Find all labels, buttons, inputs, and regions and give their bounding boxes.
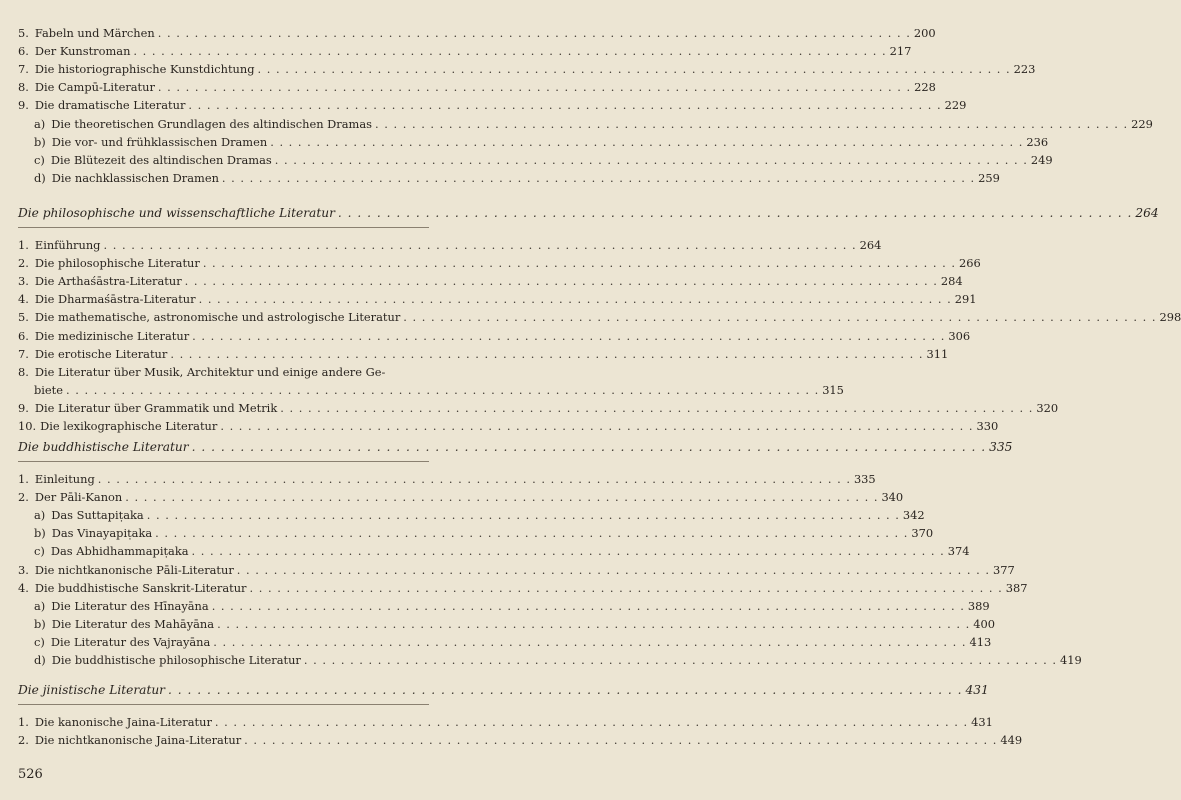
entry-page: 413	[969, 634, 992, 649]
dot-leader	[257, 61, 1010, 77]
dot-leader	[403, 309, 1156, 325]
entry-number: 9.	[18, 400, 29, 415]
dot-leader	[270, 134, 1023, 150]
entry-page: 249	[1030, 152, 1053, 167]
dot-leader	[66, 382, 819, 398]
section-heading	[18, 439, 1013, 455]
entry-page: 340	[881, 490, 904, 505]
entry-title: Die Dharmaśāstra-Literatur	[34, 292, 196, 307]
section-divider	[18, 461, 429, 462]
entry-title: Die kanonische Jaina-Literatur	[34, 715, 212, 729]
toc-entry	[18, 328, 971, 344]
toc-entry	[18, 97, 967, 113]
dot-leader	[217, 616, 970, 632]
dot-leader	[212, 598, 965, 614]
toc-subentry	[34, 525, 934, 541]
dot-leader	[158, 79, 911, 95]
entry-title: Die Literatur des Hīnayāna	[51, 598, 209, 613]
entry-number: b)	[34, 134, 46, 149]
entry-title: Die Campū-Literatur	[34, 80, 155, 95]
entry-title: Die Arthaśāstra-Literatur	[34, 274, 182, 289]
toc-subentry	[34, 634, 992, 650]
entry-page: 228	[914, 80, 936, 95]
entry-title: Die theoretischen Grundlagen des altindischen Dramas	[51, 116, 372, 131]
entry-number: 1.	[18, 715, 29, 729]
entry-page: 264	[859, 238, 882, 252]
toc-entry	[18, 364, 429, 380]
entry-number: a)	[34, 598, 46, 613]
toc-subentry	[34, 152, 1053, 168]
toc-subentry	[34, 652, 1082, 668]
entry-number: 6.	[18, 328, 29, 343]
entry-title: Die nachklassischen Dramen	[51, 170, 219, 185]
section-heading	[18, 682, 989, 698]
dot-leader	[213, 634, 966, 650]
entry-title: Der Kunstroman	[34, 44, 131, 59]
entry-number: 2.	[18, 490, 29, 505]
toc-entry	[18, 61, 1036, 77]
entry-number: 3.	[18, 562, 29, 577]
entry-title: Der Pāli-Kanon	[34, 490, 123, 505]
toc-subentry	[34, 134, 1049, 150]
entry-page: 400	[973, 616, 995, 631]
entry-number: c)	[34, 544, 45, 559]
toc-entry	[18, 25, 936, 41]
section-heading-page: 264	[1135, 206, 1159, 220]
section-heading-page: 431	[965, 683, 989, 697]
entry-page: 223	[1013, 62, 1036, 77]
entry-number: 7.	[18, 62, 29, 77]
entry-page: 284	[940, 274, 963, 289]
entry-title: Einleitung	[34, 472, 95, 486]
entry-number: b)	[34, 526, 46, 541]
entry-page: 387	[1005, 580, 1028, 595]
section-heading-title: Die jinistische Literatur	[18, 683, 166, 697]
entry-page: 200	[913, 26, 936, 40]
entry-page: 306	[948, 328, 971, 343]
entry-page: 389	[967, 598, 990, 613]
section-heading-title: Die philosophische und wissenschaftliche Literatur	[18, 206, 335, 220]
dot-leader	[133, 43, 886, 59]
entry-number: d)	[34, 170, 46, 185]
page-number: 526	[18, 767, 43, 782]
entry-page: 315	[822, 382, 844, 397]
toc-entry	[18, 309, 1181, 325]
section-heading	[18, 205, 1159, 221]
entry-page: 291	[954, 292, 977, 307]
dot-leader	[244, 732, 997, 748]
entry-title: Die nichtkanonische Jaina-Literatur	[34, 733, 242, 748]
dot-leader	[250, 580, 1003, 596]
dot-leader	[220, 418, 973, 434]
dot-leader	[338, 205, 1132, 221]
dot-leader	[185, 273, 938, 289]
toc-entry	[18, 714, 993, 730]
entry-title: Die Literatur über Grammatik und Metrik	[34, 400, 278, 415]
dot-leader	[275, 152, 1028, 168]
toc-entry	[18, 255, 981, 271]
entry-title: Fabeln und Märchen	[34, 26, 155, 40]
toc-entry	[18, 418, 999, 434]
entry-page: 330	[976, 419, 999, 433]
toc-entry	[18, 43, 912, 59]
entry-title: Die Blütezeit des altindischen Dramas	[50, 152, 272, 167]
entry-number: d)	[34, 653, 46, 667]
entry-number: 1.	[18, 238, 29, 252]
entry-number: 2.	[18, 733, 29, 748]
dot-leader	[158, 25, 911, 41]
toc-entry	[18, 732, 1023, 748]
entry-number: 9.	[18, 98, 29, 113]
entry-page: 298	[1159, 310, 1181, 325]
entry-number: 4.	[18, 292, 29, 307]
entry-page: 259	[978, 170, 1000, 185]
entry-page: 266	[959, 256, 981, 271]
entry-page: 335	[853, 472, 876, 486]
entry-title: Die vor- und frühklassischen Dramen	[51, 134, 268, 149]
entry-number: 6.	[18, 44, 29, 59]
toc-entry	[18, 580, 1028, 596]
dot-leader	[304, 652, 1057, 668]
entry-number: 4.	[18, 580, 29, 595]
toc-subentry	[34, 543, 970, 559]
dot-leader	[192, 328, 945, 344]
entry-title: Die lexikographische Literatur	[40, 419, 218, 433]
entry-title: Die Literatur des Mahāyāna	[51, 616, 215, 631]
dot-leader	[203, 255, 956, 271]
dot-leader	[147, 507, 900, 523]
toc-subentry	[34, 598, 990, 614]
entry-title: Die dramatische Literatur	[34, 98, 186, 113]
entry-page: 229	[944, 98, 967, 113]
dot-leader	[103, 237, 856, 253]
entry-number: a)	[34, 508, 46, 523]
dot-leader	[168, 682, 962, 698]
dot-leader	[98, 471, 851, 487]
entry-title: Die historiographische Kunstdichtung	[34, 62, 255, 77]
dot-leader	[192, 543, 945, 559]
dot-leader	[188, 97, 941, 113]
entry-title: Einführung	[34, 238, 101, 252]
toc-entry	[18, 400, 1059, 416]
entry-number: 10.	[18, 419, 37, 433]
dot-leader	[125, 489, 878, 505]
entry-title: Die buddhistische philosophische Literatur	[51, 653, 301, 667]
toc-entry	[18, 346, 949, 362]
toc-subentry	[34, 170, 1000, 186]
toc-entry	[18, 291, 977, 307]
toc-entry	[18, 79, 936, 95]
entry-page: 419	[1060, 653, 1082, 667]
entry-title: biete	[34, 382, 63, 397]
entry-title: Die Literatur über Musik, Architektur und einige andere Ge-	[34, 364, 386, 379]
entry-number: c)	[34, 152, 45, 167]
dot-leader	[155, 525, 908, 541]
dot-leader	[375, 116, 1128, 132]
toc-subentry	[34, 616, 995, 632]
section-heading-title: Die buddhistische Literatur	[18, 440, 189, 454]
entry-title: Die erotische Literatur	[34, 346, 168, 361]
dot-leader	[215, 714, 968, 730]
entry-number: 5.	[18, 26, 29, 40]
entry-page: 311	[926, 346, 949, 361]
entry-title: Die Literatur des Vajrayāna	[50, 634, 211, 649]
entry-page: 229	[1131, 116, 1153, 131]
entry-page: 374	[947, 544, 970, 559]
toc-entry	[18, 273, 963, 289]
toc-entry	[18, 489, 904, 505]
section-divider	[18, 227, 429, 228]
toc-subentry	[34, 116, 1153, 132]
entry-number: b)	[34, 616, 46, 631]
entry-number: 5.	[18, 310, 29, 325]
section-divider	[18, 704, 429, 705]
toc-entry	[18, 382, 844, 398]
dot-leader	[280, 400, 1033, 416]
entry-number: c)	[34, 634, 45, 649]
entry-number: 3.	[18, 274, 29, 289]
toc-subentry	[34, 507, 925, 523]
entry-title: Die mathematische, astronomische und astrologische Literatur	[34, 310, 401, 325]
dot-leader	[237, 562, 990, 578]
entry-page: 449	[1000, 733, 1023, 748]
entry-title: Die medizinische Literatur	[34, 328, 190, 343]
dot-leader	[222, 170, 975, 186]
entry-page: 342	[902, 508, 925, 523]
entry-page: 377	[992, 562, 1015, 577]
dot-leader	[170, 346, 923, 362]
section-heading-page: 335	[989, 440, 1013, 454]
entry-number: 7.	[18, 346, 29, 361]
entry-title: Die buddhistische Sanskrit-Literatur	[34, 580, 247, 595]
dot-leader	[199, 291, 952, 307]
entry-number: 1.	[18, 472, 29, 486]
entry-number: a)	[34, 116, 46, 131]
entry-page: 320	[1036, 400, 1059, 415]
entry-page: 217	[889, 44, 912, 59]
entry-title: Die philosophische Literatur	[34, 256, 200, 271]
entry-title: Das Suttapiṭaka	[51, 508, 144, 523]
entry-number: 8.	[18, 364, 29, 379]
entry-title: Das Abhidhammapiṭaka	[50, 544, 189, 559]
toc-entry	[18, 471, 876, 487]
entry-page: 236	[1026, 134, 1049, 149]
entry-page: 370	[911, 526, 934, 541]
toc-entry	[18, 237, 882, 253]
entry-page: 431	[971, 715, 993, 729]
toc-entry	[18, 562, 1015, 578]
entry-title: Die nichtkanonische Pāli-Literatur	[34, 562, 234, 577]
entry-number: 8.	[18, 80, 29, 95]
dot-leader	[192, 439, 986, 455]
entry-title: Das Vinayapiṭaka	[51, 526, 153, 541]
entry-number: 2.	[18, 256, 29, 271]
